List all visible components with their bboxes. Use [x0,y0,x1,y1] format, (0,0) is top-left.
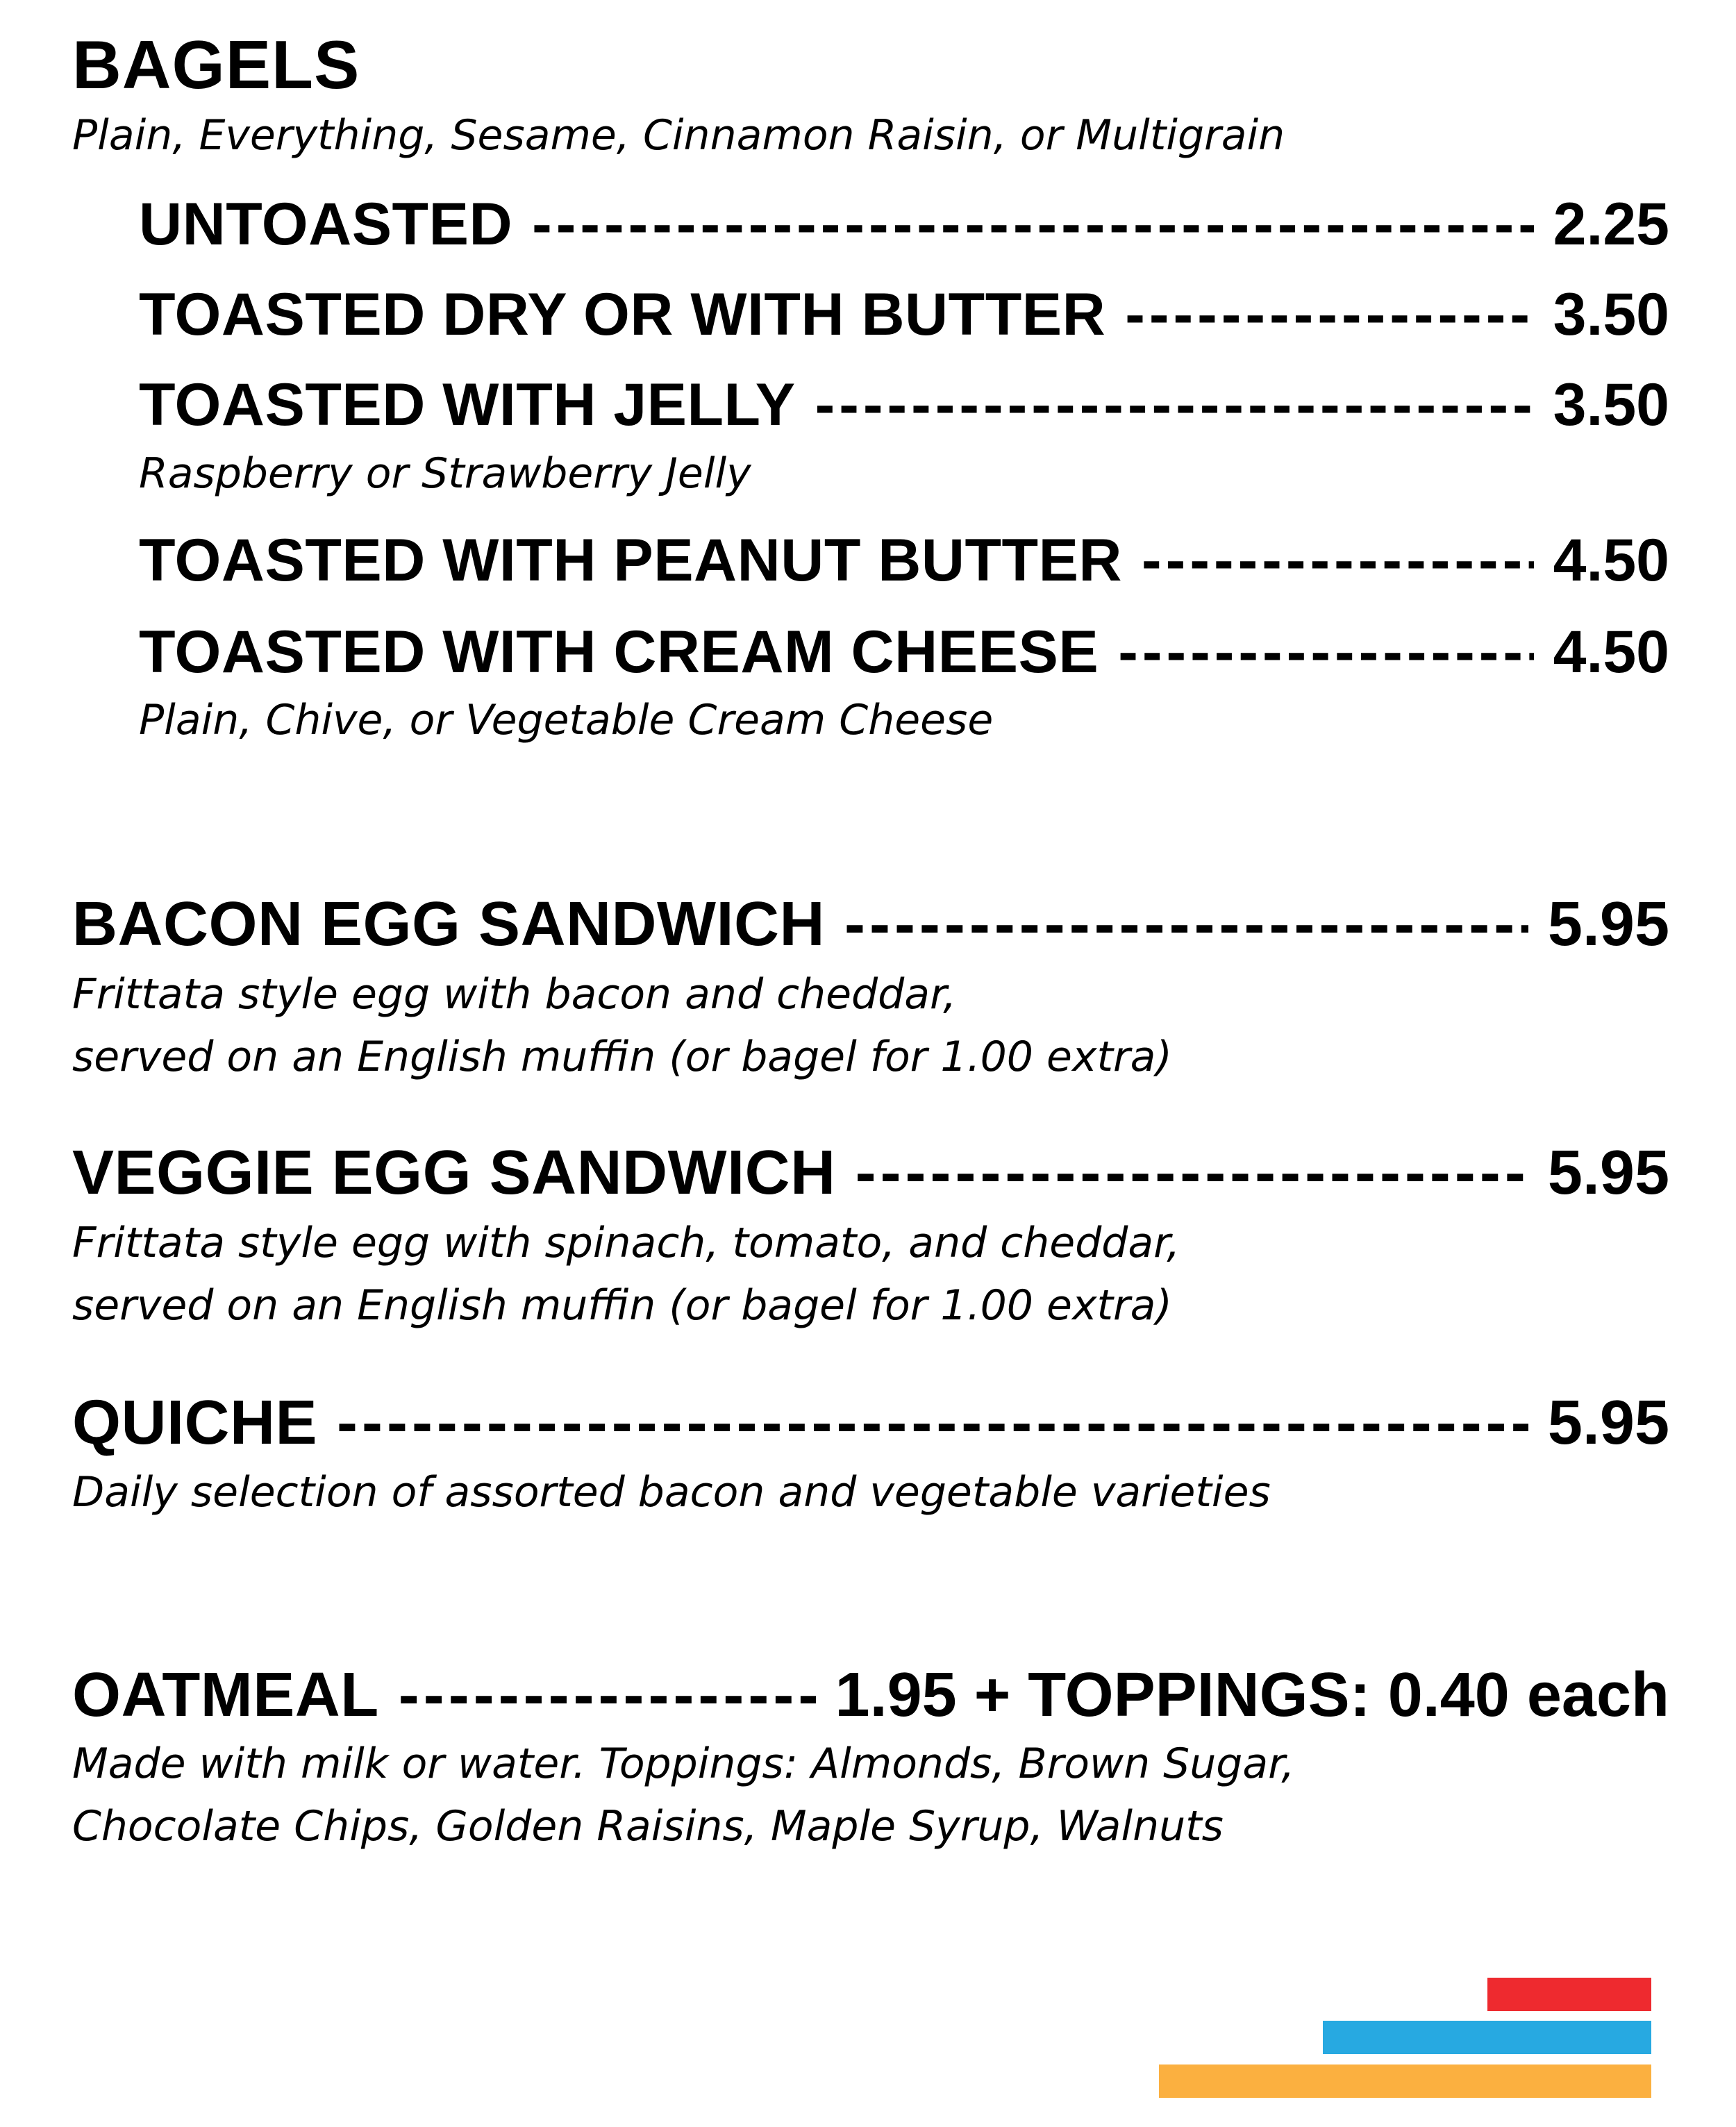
bagels-subtitle: Plain, Everything, Sesame, Cinnamon Raisin, or Multigrain [72,111,1285,160]
item-name: QUICHE [72,1388,318,1458]
menu-item-toasted-with-peanut-butter [139,527,1669,594]
item-name: UNTOASTED [139,191,513,258]
item-name: OATMEAL [72,1660,379,1730]
menu-item-untoasted [139,191,1669,258]
oatmeal-desc-line-2: Chocolate Chips, Golden Raisins, Maple Syrup, Walnuts [72,1802,1224,1851]
quiche-desc: Daily selection of assorted bacon and vegetable varieties [72,1468,1271,1517]
menu-item-oatmeal [72,1660,1669,1730]
item-price: 5.95 [1547,890,1669,959]
item-price: 4.50 [1553,527,1669,594]
menu-item-toasted-with-jelly [139,372,1669,438]
dot-leader [815,375,1534,435]
menu-item-quiche [72,1388,1669,1458]
jelly-note: Raspberry or Strawberry Jelly [139,449,751,498]
oatmeal-desc-line-1: Made with milk or water. Toppings: Almonds, Brown Sugar, [72,1740,1295,1788]
dot-leader [399,1664,816,1726]
item-price: 4.50 [1553,619,1669,685]
item-name: TOASTED DRY OR WITH BUTTER [139,281,1106,348]
item-name: TOASTED WITH PEANUT BUTTER [139,527,1123,594]
cream-cheese-note: Plain, Chive, or Vegetable Cream Cheese [139,696,994,744]
item-price: 5.95 [1547,1388,1669,1458]
dot-leader [1125,285,1533,344]
dot-leader [856,1142,1528,1204]
item-name: TOASTED WITH CREAM CHEESE [139,619,1099,685]
dot-leader [337,1392,1528,1454]
menu-item-bacon-egg-sandwich [72,890,1669,959]
item-price: 5.95 [1547,1138,1669,1208]
bagels-title: BAGELS [72,26,360,103]
veggie-egg-desc-line-2: served on an English muffin (or bagel for 1.00 extra) [72,1281,1172,1330]
bacon-egg-desc-line-2: served on an English muffin (or bagel for 1.00 extra) [72,1033,1172,1081]
dot-leader [1118,622,1533,682]
item-name: TOASTED WITH JELLY [139,372,796,438]
item-price: 1.95 + TOPPINGS: 0.40 each [835,1660,1669,1730]
decor-bar-red [1487,1978,1651,2011]
bacon-egg-desc-line-1: Frittata style egg with bacon and cheddar, [72,970,957,1019]
dot-leader [1142,531,1534,590]
decor-bar-orange [1159,2065,1651,2098]
menu-item-toasted-with-cream-cheese [139,619,1669,685]
item-price: 3.50 [1553,372,1669,438]
menu-item-toasted-dry-or-butter [139,281,1669,348]
veggie-egg-desc-line-1: Frittata style egg with spinach, tomato, and cheddar, [72,1219,1180,1267]
decor-bar-blue [1323,2021,1651,2054]
item-name: VEGGIE EGG SANDWICH [72,1138,836,1208]
item-name: BACON EGG SANDWICH [72,890,825,959]
item-price: 3.50 [1553,281,1669,348]
dot-leader [844,893,1528,956]
item-price: 2.25 [1553,191,1669,258]
menu-item-veggie-egg-sandwich [72,1138,1669,1208]
dot-leader [532,194,1534,254]
